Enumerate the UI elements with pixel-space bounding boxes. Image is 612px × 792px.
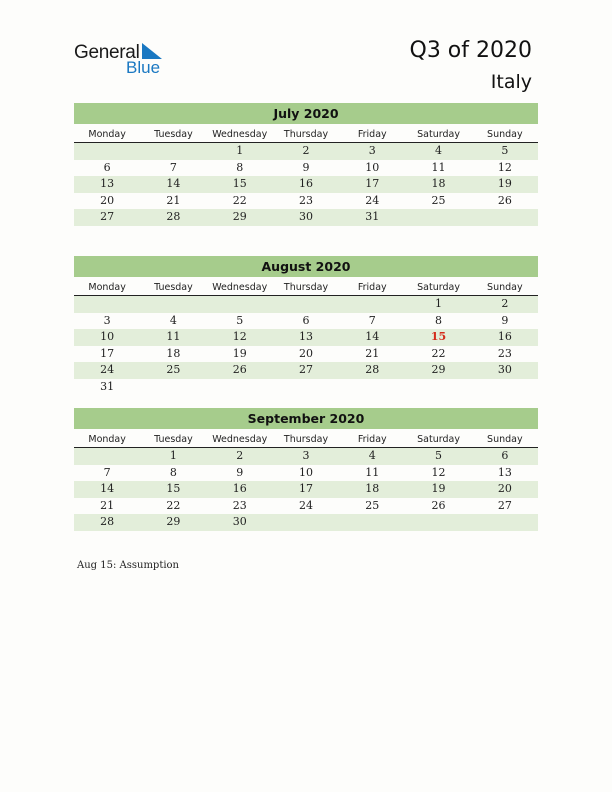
day-cell xyxy=(339,514,405,531)
day-cell: 23 xyxy=(497,346,512,360)
day-cell: 3 xyxy=(302,449,310,462)
weekday-label: Sunday xyxy=(487,129,523,140)
day-cell: 19 xyxy=(232,346,247,360)
day-cell: 20 xyxy=(100,193,115,207)
day-cell: 6 xyxy=(302,313,310,327)
day-cell: 7 xyxy=(103,465,111,479)
day-cell: 15 xyxy=(232,177,247,190)
day-cell: 22 xyxy=(166,498,181,512)
day-cell: 1 xyxy=(169,449,177,462)
day-cell: 13 xyxy=(100,177,115,190)
day-cell: 6 xyxy=(501,449,509,462)
day-cell: 24 xyxy=(365,193,380,207)
brand-logo xyxy=(74,42,174,78)
week-row xyxy=(74,160,538,177)
day-cell xyxy=(405,379,471,396)
weekday-label: Monday xyxy=(88,434,126,445)
weekday-label: Sunday xyxy=(487,434,523,445)
day-cell: 15 xyxy=(166,482,181,495)
month-block xyxy=(74,408,538,531)
day-cell xyxy=(405,209,471,226)
weekday-label: Saturday xyxy=(417,282,460,293)
day-cell: 8 xyxy=(435,313,443,327)
day-cell: 22 xyxy=(431,346,446,360)
day-cell xyxy=(405,514,471,531)
holiday-note: Aug 15: Assumption xyxy=(77,560,180,571)
day-cell: 1 xyxy=(236,144,244,157)
day-cell: 30 xyxy=(232,515,247,528)
month-block xyxy=(74,256,538,395)
week-row xyxy=(74,379,538,396)
day-cell xyxy=(339,296,405,313)
day-cell: 24 xyxy=(100,363,115,376)
day-cell: 29 xyxy=(232,210,247,223)
weekday-label: Friday xyxy=(357,282,387,293)
day-cell: 3 xyxy=(368,144,376,157)
day-cell: 30 xyxy=(298,210,313,223)
day-cell: 4 xyxy=(435,144,443,157)
day-cell: 21 xyxy=(365,346,380,360)
day-cell xyxy=(74,143,140,160)
day-cell: 27 xyxy=(298,363,313,376)
day-cell: 18 xyxy=(365,482,380,495)
day-cell: 16 xyxy=(232,482,247,495)
day-cell xyxy=(140,379,206,396)
day-cell: 12 xyxy=(497,160,512,174)
day-cell: 8 xyxy=(236,160,244,174)
week-row xyxy=(74,143,538,160)
day-cell: 21 xyxy=(166,193,181,207)
day-cell: 26 xyxy=(431,498,446,512)
day-cell: 8 xyxy=(169,465,177,479)
weekday-label: Tuesday xyxy=(154,282,193,293)
day-cell xyxy=(273,379,339,396)
month-title: July 2020 xyxy=(74,103,538,124)
day-cell: 2 xyxy=(302,144,310,157)
day-cell: 26 xyxy=(497,193,512,207)
weekday-label: Thursday xyxy=(283,434,329,445)
day-cell xyxy=(472,379,538,396)
day-cell xyxy=(273,296,339,313)
week-row xyxy=(74,313,538,330)
day-cell: 28 xyxy=(365,363,380,376)
day-cell: 1 xyxy=(435,297,443,310)
day-cell: 4 xyxy=(169,313,177,327)
week-row xyxy=(74,193,538,210)
day-cell: 6 xyxy=(103,160,111,174)
day-cell: 27 xyxy=(100,210,115,223)
day-cell: 14 xyxy=(166,177,181,190)
day-cell: 28 xyxy=(100,515,115,528)
day-cell: 13 xyxy=(497,465,512,479)
day-cell: 17 xyxy=(298,482,313,495)
day-cell: 10 xyxy=(298,465,313,479)
month-title: September 2020 xyxy=(74,408,538,429)
day-cell: 5 xyxy=(435,449,443,462)
day-cell: 19 xyxy=(497,177,512,190)
day-cell: 12 xyxy=(232,330,247,343)
day-cell xyxy=(472,514,538,531)
day-cell xyxy=(273,514,339,531)
day-cell: 9 xyxy=(236,465,244,479)
day-cell: 11 xyxy=(166,330,181,343)
weekday-label: Friday xyxy=(357,434,387,445)
week-row xyxy=(74,481,538,498)
holiday-day-cell: 15 xyxy=(430,330,447,343)
day-cell: 31 xyxy=(365,210,380,223)
day-cell: 5 xyxy=(236,313,244,327)
day-cell: 9 xyxy=(501,313,509,327)
day-cell xyxy=(339,379,405,396)
weekday-label: Monday xyxy=(88,282,126,293)
day-cell: 17 xyxy=(100,346,115,360)
day-cell: 7 xyxy=(169,160,177,174)
day-cell: 23 xyxy=(298,193,313,207)
day-cell: 12 xyxy=(431,465,446,479)
page-title: Q3 of 2020 xyxy=(409,38,532,63)
day-cell: 25 xyxy=(365,498,380,512)
weekday-header-row xyxy=(74,127,538,143)
weekday-label: Wednesday xyxy=(212,129,268,140)
day-cell: 29 xyxy=(431,363,446,376)
day-cell: 14 xyxy=(365,330,380,343)
week-row xyxy=(74,514,538,531)
weekday-label: Saturday xyxy=(417,129,460,140)
day-cell xyxy=(207,379,273,396)
day-cell: 2 xyxy=(236,449,244,462)
day-cell: 26 xyxy=(232,363,247,376)
weekday-label: Tuesday xyxy=(154,434,193,445)
day-cell: 3 xyxy=(103,313,111,327)
day-cell: 25 xyxy=(166,363,181,376)
weekday-header-row xyxy=(74,432,538,448)
day-cell: 5 xyxy=(501,144,509,157)
day-cell: 18 xyxy=(166,346,181,360)
week-row xyxy=(74,465,538,482)
month-block xyxy=(74,103,538,226)
day-cell: 2 xyxy=(501,297,509,310)
week-row xyxy=(74,346,538,363)
week-row xyxy=(74,296,538,313)
day-cell: 11 xyxy=(431,160,446,174)
weekday-label: Sunday xyxy=(487,282,523,293)
weekday-label: Tuesday xyxy=(154,129,193,140)
weekday-label: Wednesday xyxy=(212,434,268,445)
day-cell: 16 xyxy=(497,330,512,343)
logo-word-general: General xyxy=(74,42,140,63)
week-row xyxy=(74,176,538,193)
day-cell: 29 xyxy=(166,515,181,528)
day-cell: 24 xyxy=(298,498,313,512)
day-cell xyxy=(140,296,206,313)
day-cell: 21 xyxy=(100,498,115,512)
month-title: August 2020 xyxy=(74,256,538,277)
day-cell xyxy=(472,209,538,226)
logo-word-blue: Blue xyxy=(126,58,161,77)
day-cell: 10 xyxy=(100,330,115,343)
week-row xyxy=(74,498,538,515)
day-cell: 10 xyxy=(365,160,380,174)
weekday-label: Friday xyxy=(357,129,387,140)
day-cell xyxy=(140,143,206,160)
day-cell: 27 xyxy=(497,498,512,512)
day-cell: 20 xyxy=(298,346,313,360)
weekday-header-row xyxy=(74,280,538,296)
day-cell: 31 xyxy=(100,379,115,393)
week-row xyxy=(74,362,538,379)
day-cell: 20 xyxy=(497,482,512,495)
day-cell: 7 xyxy=(368,313,376,327)
day-cell: 18 xyxy=(431,177,446,190)
day-cell: 14 xyxy=(100,482,115,495)
day-cell: 23 xyxy=(232,498,247,512)
weekday-label: Thursday xyxy=(283,282,329,293)
weekday-label: Saturday xyxy=(417,434,460,445)
day-cell: 30 xyxy=(497,363,512,376)
day-cell xyxy=(74,448,140,465)
day-cell: 22 xyxy=(232,193,247,207)
weekday-label: Thursday xyxy=(283,129,329,140)
day-cell: 4 xyxy=(368,449,376,462)
week-row xyxy=(74,329,538,346)
country-name: Italy xyxy=(490,71,532,93)
week-row xyxy=(74,448,538,465)
weekday-label: Wednesday xyxy=(212,282,268,293)
day-cell: 9 xyxy=(302,160,310,174)
day-cell xyxy=(74,296,140,313)
day-cell: 28 xyxy=(166,210,181,223)
weekday-label: Monday xyxy=(88,129,126,140)
day-cell: 17 xyxy=(365,177,380,190)
day-cell: 13 xyxy=(298,330,313,343)
day-cell xyxy=(207,296,273,313)
day-cell: 16 xyxy=(298,177,313,190)
week-row xyxy=(74,209,538,226)
day-cell: 25 xyxy=(431,193,446,207)
day-cell: 11 xyxy=(365,465,380,479)
day-cell: 19 xyxy=(431,482,446,495)
